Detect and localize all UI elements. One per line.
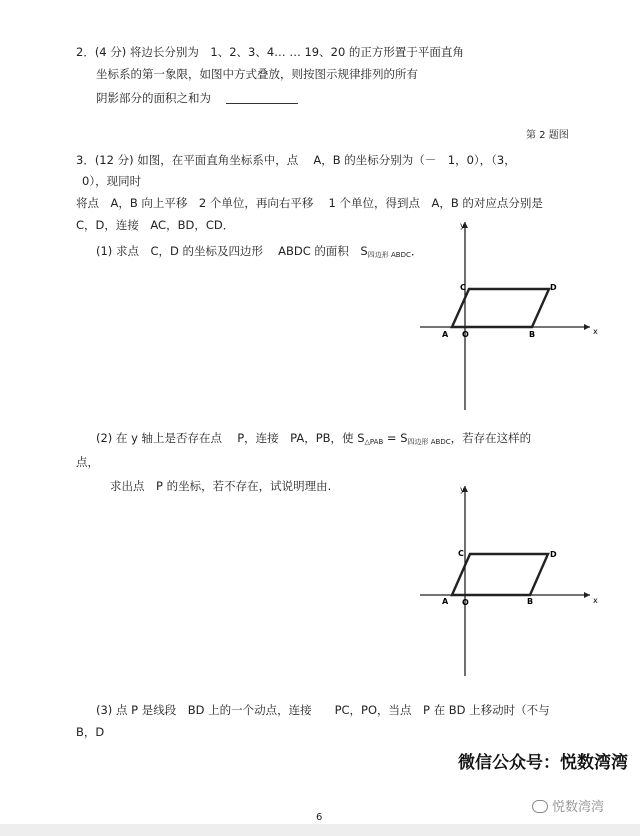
- q3-part3-line1: (3) 点 P 是线段 BD 上的一个动点，连接 PC，PO，当点 P 在 BD 上移动时（不与: [96, 703, 550, 717]
- point-label-a: A: [442, 597, 449, 606]
- x-axis-arrow: [584, 592, 590, 598]
- answer-blank: [226, 93, 298, 104]
- q2-line1: 2．(4 分) 将边长分别为 1、2、3、4… … 19、20 的正方形置于平面直角: [76, 45, 464, 59]
- q2-line3: 阴影部分的面积之和为: [96, 90, 298, 106]
- coordinate-figure-1: [410, 210, 610, 420]
- q3-part2: (2) 在 y 轴上是否存在点 P，连接 PA，PB，使 $S_{\triangle PAB} = S_{四边形 ABDC}$，若存在这样的: [96, 431, 532, 446]
- point-label-b: B: [529, 330, 536, 339]
- q2-figure-caption: 第 2 题图: [526, 130, 569, 141]
- parallelogram-abdc: [452, 554, 548, 595]
- wechat-icon: [532, 800, 548, 813]
- watermark-logo: [532, 796, 604, 815]
- parallelogram-abdc: [452, 289, 549, 327]
- q3-part2-line3: 求出点 P 的坐标，若不存在，试说明理由.: [110, 479, 332, 493]
- axis-label-y: y: [460, 221, 465, 230]
- q2-line2: 坐标系的第一象限，如图中方式叠放，则按图示规律排列的所有: [96, 67, 418, 81]
- point-label-c: C: [458, 549, 464, 558]
- q3-line3: 将点 A，B 向上平移 2 个单位，再向右平移 1 个单位，得到点 A，B 的对应点分别是: [76, 196, 543, 210]
- point-label-o: O: [462, 598, 469, 607]
- axis-label-x: x: [593, 596, 598, 605]
- point-label-o: O: [462, 330, 469, 339]
- q3-part2-line2: 点，: [76, 455, 99, 469]
- point-label-c: C: [460, 283, 466, 292]
- coordinate-figure-2: [410, 480, 610, 680]
- point-label-d: D: [550, 550, 557, 559]
- q3-part1: (1) 求点 C，D 的坐标及四边形 ABDC 的面积 $S_{四边形 ABDC}$．: [96, 244, 423, 259]
- page-number: 6: [316, 812, 323, 823]
- q3-line2: 0），现同时: [82, 174, 142, 188]
- q3-line4: C，D，连接 AC，BD，CD．: [76, 218, 235, 232]
- watermark-text: 微信公众号：悦数湾湾: [458, 753, 628, 773]
- point-label-a: A: [442, 330, 449, 339]
- x-axis-arrow: [584, 324, 590, 330]
- q3-part3-line2: B，D: [76, 725, 105, 739]
- point-label-d: D: [550, 283, 557, 292]
- q3-line1: 3．(12 分) 如图，在平面直角坐标系中，点 A，B 的坐标分别为（－ 1，0），（3，: [76, 153, 516, 167]
- axis-label-y: y: [460, 485, 465, 494]
- point-label-b: B: [527, 597, 534, 606]
- watermark-logo-text: 悦数湾湾: [552, 800, 605, 815]
- page-bottom-bar: [0, 824, 640, 836]
- axis-label-x: x: [593, 327, 598, 336]
